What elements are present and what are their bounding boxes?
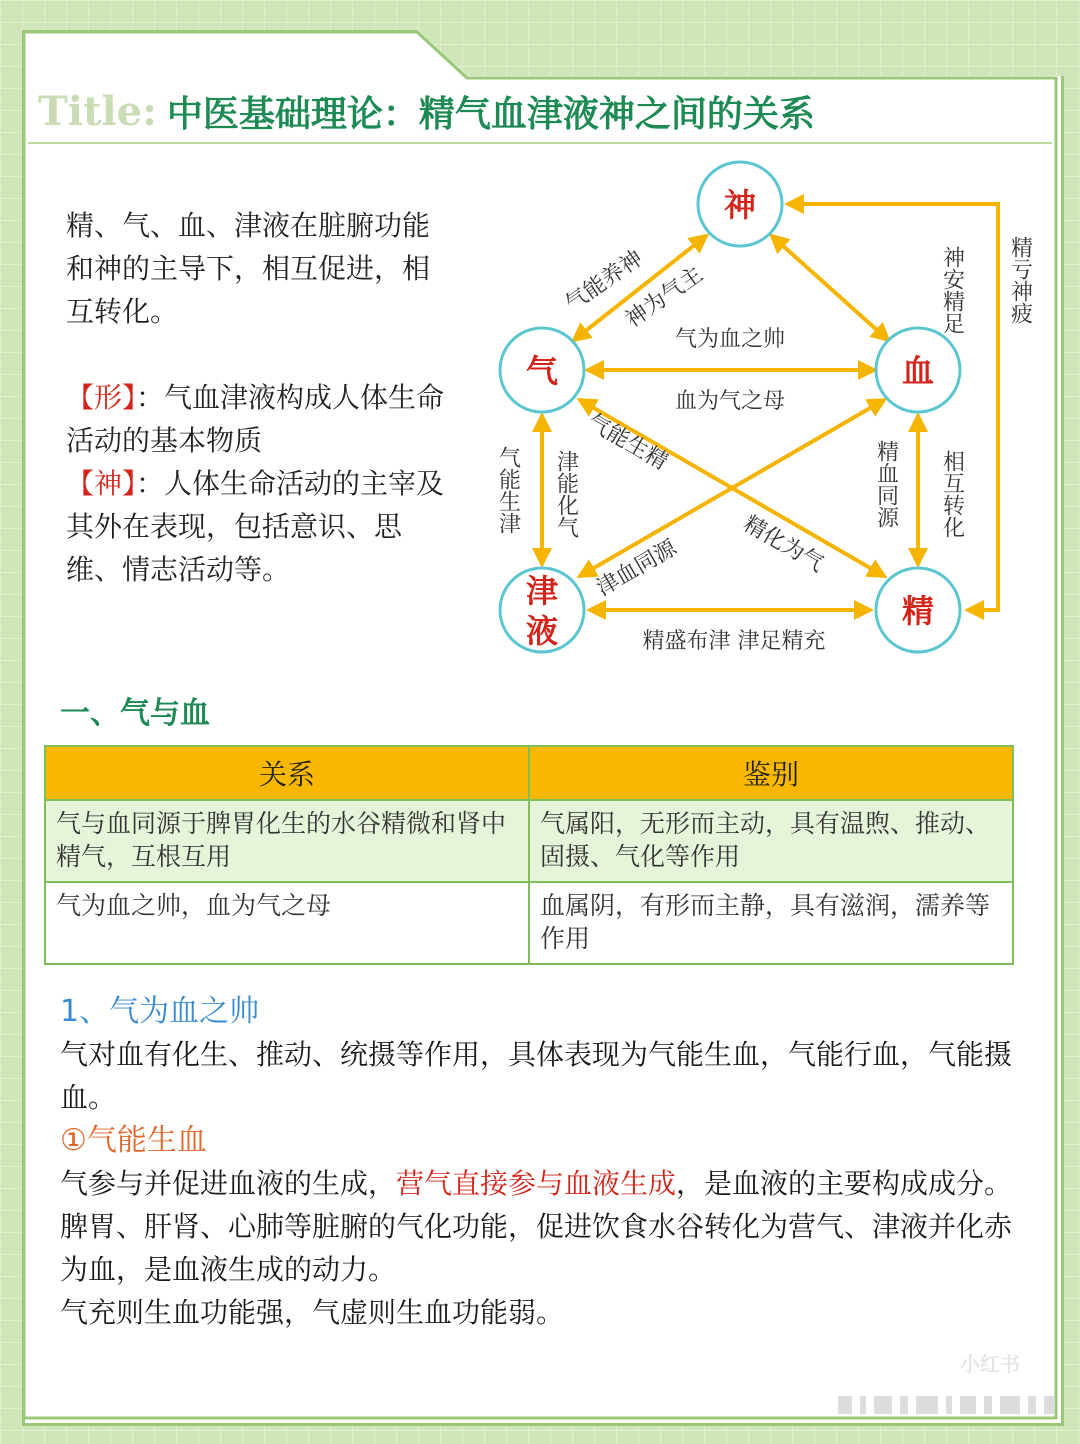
intro-text [66,204,446,591]
label-jing-sheng-bu-jin: 精盛布津 津足精充 [642,629,826,654]
node-xue: 血 [901,352,935,390]
intro-paragraph: 精、气、血、津液在脏腑功能和神的主导下，相互促进，相互转化。 [66,209,431,328]
shen-definition [66,462,446,591]
paragraph-text: ，是血液的主要构成成分。 [676,1167,1013,1200]
label-qi-neng-sheng-jing: 气能生精 [583,409,672,476]
decorative-bars [838,1394,1058,1416]
title-bar [28,80,1052,144]
highlight-text: 营气直接参与血液生成 [396,1167,677,1200]
item-heading: ①气能生血 [60,1123,207,1158]
body-paragraph [60,1162,1030,1205]
watermark-logo: 小红书 [960,1352,1020,1376]
node-jing: 精 [901,592,935,630]
label-shen-an-jing-zu: 神安精足 [939,246,965,334]
arrow-shen-jing [788,204,998,610]
label-xue-wei-qi-zhi-mu: 血为气之母 [674,389,786,414]
node-jinye-top: 津 [525,572,559,610]
table-cell: 血属阴，有形而主静，具有滋润，濡养等作用 [529,882,1013,964]
xing-tag: 【形】 [66,381,137,414]
table-cell: 气为血之帅，血为气之母 [45,882,529,964]
body-content [60,990,1030,1334]
shen-text: ：人体生命活动的主宰及其外在表现，包括意识、思维、情志活动等。 [66,467,445,586]
relationship-diagram [490,150,1060,690]
table-cell: 气与血同源于脾胃化生的水谷精微和肾中精气，互根互用 [45,800,529,882]
table-header-row [45,746,1013,800]
table-row [45,800,1013,882]
label-qi-yang-shen: 气能养神 [561,245,648,317]
label-shen-wei-qi-zhu: 神为气主 [621,261,708,333]
label-jing-xue-tong-yuan: 精血同源 [873,440,899,528]
table-header: 鉴别 [529,746,1013,800]
label-jing-hua-wei-qi: 精化为气 [739,511,828,578]
label-xiang-hu-zhuan-hua: 相互转化 [939,450,965,538]
node-shen: 神 [723,186,757,224]
label-jing-kui-shen-pi: 精亏神疲 [1007,236,1033,324]
body-paragraph: 气对血有化生、推动、统摄等作用，具体表现为气能生血，气能行血，气能摄血。 [60,1038,1013,1114]
label-qi-wei-xue-zhi-shuai: 气为血之帅 [674,327,786,352]
table-cell: 气属阳，无形而主动，具有温煦、推动、固摄、气化等作用 [529,800,1013,882]
label-qi-neng-sheng-jin: 气能生津 [495,446,521,534]
label-jin-xue-tong-yuan: 津血同源 [592,535,682,602]
table-header: 关系 [45,746,529,800]
node-jinye-bottom: 液 [525,612,559,650]
label-jin-neng-hua-qi: 津能化气 [553,450,579,538]
subsection-heading: 1、气为血之帅 [60,994,260,1029]
title-label: Title: [38,87,157,135]
table-row [45,882,1013,964]
paragraph-text: 气参与并促进血液的生成， [60,1167,397,1200]
shen-tag: 【神】 [66,467,137,500]
node-qi: 气 [525,352,559,390]
xing-definition [66,376,446,462]
arrow-shen-xue [772,236,888,340]
comparison-table [44,745,1014,965]
section-heading: 一、气与血 [60,696,210,731]
body-paragraph: 脾胃、肝肾、心肺等脏腑的气化功能，促进饮食水谷转化为营气、津液并化赤为血，是血液生成的动力。 [60,1210,1013,1286]
xing-text: ：气血津液构成人体生命活动的基本物质 [66,381,445,457]
body-paragraph: 气充则生血功能强，气虚则生血功能弱。 [60,1296,565,1329]
page-title: 中医基础理论：精气血津液神之间的关系 [166,93,815,135]
